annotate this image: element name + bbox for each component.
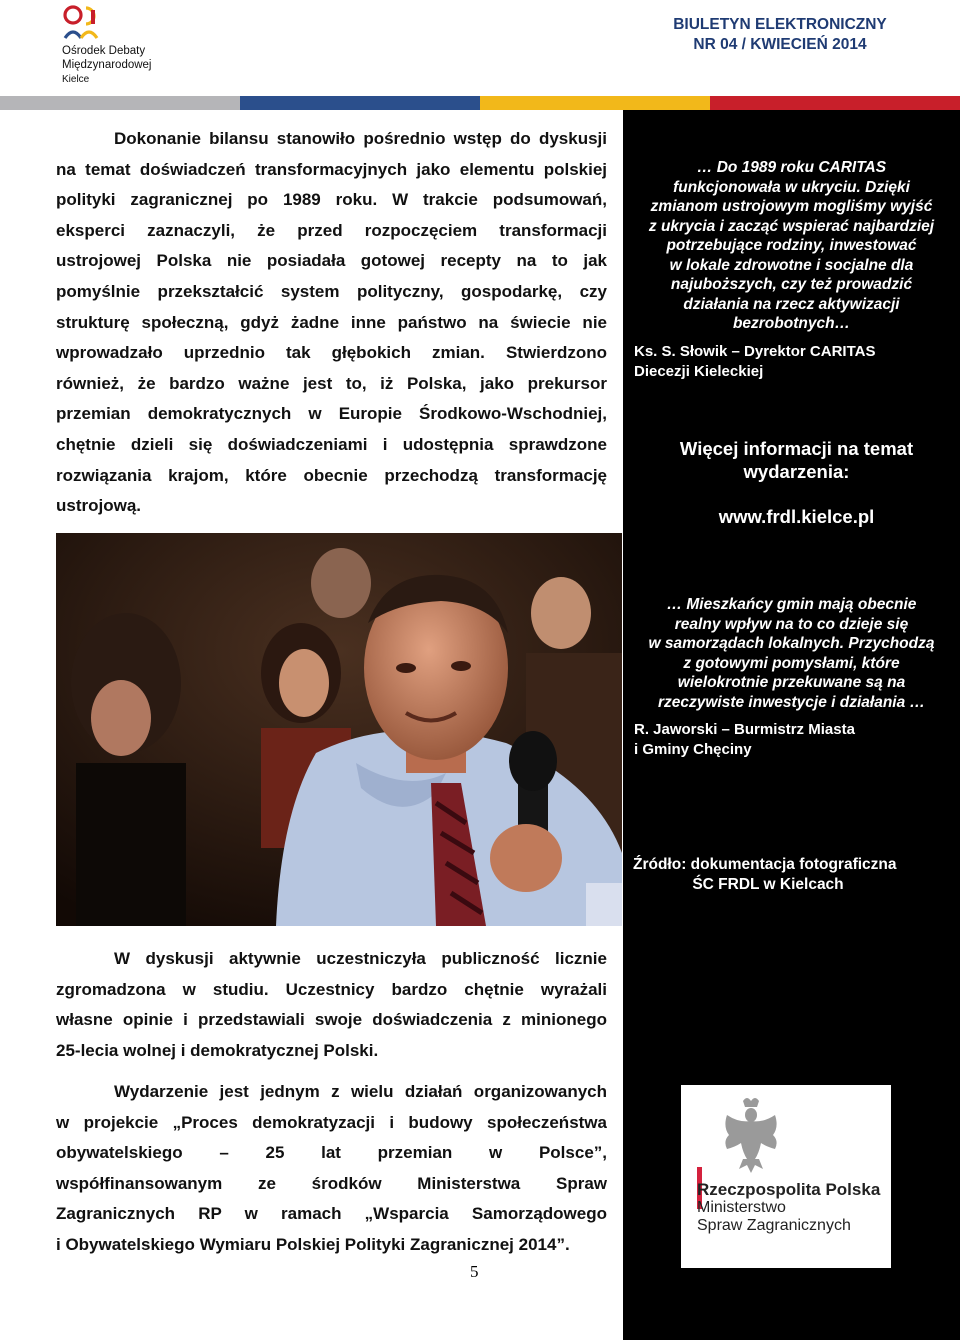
mfa-logo-line2: Ministerstwo: [697, 1199, 786, 1216]
source-line: ŚC FRDL w Kielcach: [692, 875, 844, 893]
text-line: na temat doświadczeń transformacyjnych jako elementu polskiej: [56, 159, 607, 179]
website-url[interactable]: www.frdl.kielce.pl: [718, 506, 875, 527]
text-line: obywatelskiego – 25 lat przemian w Polsce”,: [56, 1143, 607, 1163]
paragraph-3: [56, 1077, 607, 1261]
text-line: Wydarzenie jest jednym z wielu działań organizowanych: [114, 1082, 607, 1101]
text-line: polityki zagranicznej po 1989 roku. W trakcie podsumowań,: [56, 190, 607, 210]
text-line: również, że bardzo ważne jest to, iż Polska, jako prekursor: [56, 373, 607, 393]
org-city: Kielce: [62, 74, 90, 85]
header-color-stripe: [0, 96, 960, 110]
photo-source-note: [633, 855, 933, 894]
quote-line: … Do 1989 roku CARITAS: [696, 159, 887, 176]
text-line: ustrojowej Polska nie posiadała gotowej recepty na to jak: [56, 251, 607, 271]
org-name-line1: Ośrodek Debaty: [62, 45, 146, 57]
text-line: w projekcie „Proces demokratyzacji i budowy społeczeństwa: [56, 1112, 607, 1132]
quote-line: najuboższych, czy też prowadzić: [670, 276, 913, 293]
speaker-photo-illustration: [56, 533, 622, 926]
paragraph-2: [56, 944, 607, 1066]
author-line: Ks. S. Słowik – Dyrektor CARITAS: [634, 343, 876, 360]
text-line: strukturę społeczną, gdyż żadne inne państwo na świecie nie: [56, 312, 607, 332]
text-line: przemian demokratycznych w Europie Środkowo-Wschodniej,: [56, 404, 607, 424]
more-info-line: Więcej informacji na temat: [679, 438, 914, 459]
author-line: Diecezji Kieleckiej: [634, 362, 764, 380]
quote-line: … Mieszkańcy gmin mają obecnie: [666, 596, 917, 613]
text-line: 25-lecia wolnej i demokratycznej Polski.: [56, 1040, 379, 1060]
text-line: własne opinie i przedstawiali swoje doświadczenia z minionego: [56, 1010, 607, 1030]
quote-line: realny wpływ na to co dzieje się: [674, 615, 909, 633]
website-link[interactable]: [633, 505, 960, 528]
text-line: chętnie dzieli się doświadczeniami i udostępnia sprawdzone: [56, 434, 607, 454]
text-line: wprowadzało uprzednio tak głębokich zmian. Stwierdzono: [56, 343, 607, 363]
odm-logo: [60, 4, 180, 88]
more-info-heading: [633, 437, 960, 483]
quote-line: potrzebujące rodziny, inwestować: [666, 237, 917, 254]
quote-line: wielokrotnie przekuwane są na: [677, 674, 906, 691]
quote-author-jaworski: [634, 720, 855, 759]
text-line: i Obywatelskiego Wymiaru Polskiej Polityki Zagranicznej 2014”.: [56, 1234, 570, 1254]
quote-line: zmianom ustrojowym mogliśmy wyjść: [650, 198, 933, 215]
odm-logo-mark-icon: [62, 4, 106, 44]
quote-jaworski: [623, 595, 960, 712]
text-line: pomyślnie przekształcić system polityczny, gospodarkę, czy: [56, 281, 607, 301]
author-line: R. Jaworski – Burmistrz Miasta: [634, 721, 855, 738]
paragraph-1: [56, 124, 607, 522]
quote-line: w samorządach lokalnych. Przychodzą: [648, 635, 935, 652]
text-line: eksperci zaznaczyli, że przed rozpoczęciem transformacji: [56, 220, 607, 240]
text-line: Zagranicznych RP w ramach „Wsparcia Samorządowego: [56, 1204, 607, 1224]
quote-author-caritas: [634, 342, 875, 381]
text-line: Dokonanie bilansu stanowiło pośrednio wstęp do dyskusji: [114, 129, 607, 148]
page-number: 5: [470, 1262, 479, 1281]
mfa-logo-line1: Rzeczpospolita Polska: [697, 1180, 881, 1199]
bulletin-title: [660, 15, 900, 55]
quote-line: rzeczywiste inwestycje i działania …: [657, 693, 926, 711]
bulletin-title-line1: BIULETYN ELEKTRONICZNY: [673, 16, 887, 33]
text-line: współfinansowanym ze środków Ministerstwa Spraw: [56, 1173, 607, 1193]
author-line: i Gminy Chęciny: [634, 740, 752, 758]
quote-line: bezrobotnych…: [732, 315, 851, 332]
event-photo: [56, 533, 622, 926]
text-line: ustrojową.: [56, 496, 142, 516]
text-line: zgromadzona w studiu. Uczestnicy bardzo chętnie wyrażali: [56, 979, 607, 999]
quote-caritas: [623, 158, 960, 334]
text-line: rozwiązania krajom, które obecnie przechodzą transformację: [56, 465, 607, 485]
quote-line: z gotowymi pomysłami, które: [683, 654, 900, 672]
quote-line: w lokale zdrowotne i socjalne dla: [669, 256, 914, 274]
source-line: Źródło: dokumentacja fotograficzna: [633, 856, 897, 873]
bulletin-title-line2: NR 04 / KWIECIEŃ 2014: [693, 36, 867, 53]
text-line: W dyskusji aktywnie uczestniczyła publiczność licznie: [114, 949, 607, 968]
more-info-line: wydarzenia:: [743, 461, 850, 482]
mfa-logo-line3: Spraw Zagranicznych: [697, 1217, 851, 1234]
mfa-logo: [681, 1085, 891, 1268]
quote-line: funkcjonowała w ukryciu. Dzięki: [673, 178, 910, 196]
quote-line: działania na rzecz aktywizacji: [683, 295, 900, 313]
org-name-line2: Międzynarodowej: [62, 59, 152, 71]
polish-eagle-emblem-icon: [681, 1085, 891, 1268]
quote-line: z ukrycia i zacząć wspierać najbardziej: [648, 217, 935, 235]
